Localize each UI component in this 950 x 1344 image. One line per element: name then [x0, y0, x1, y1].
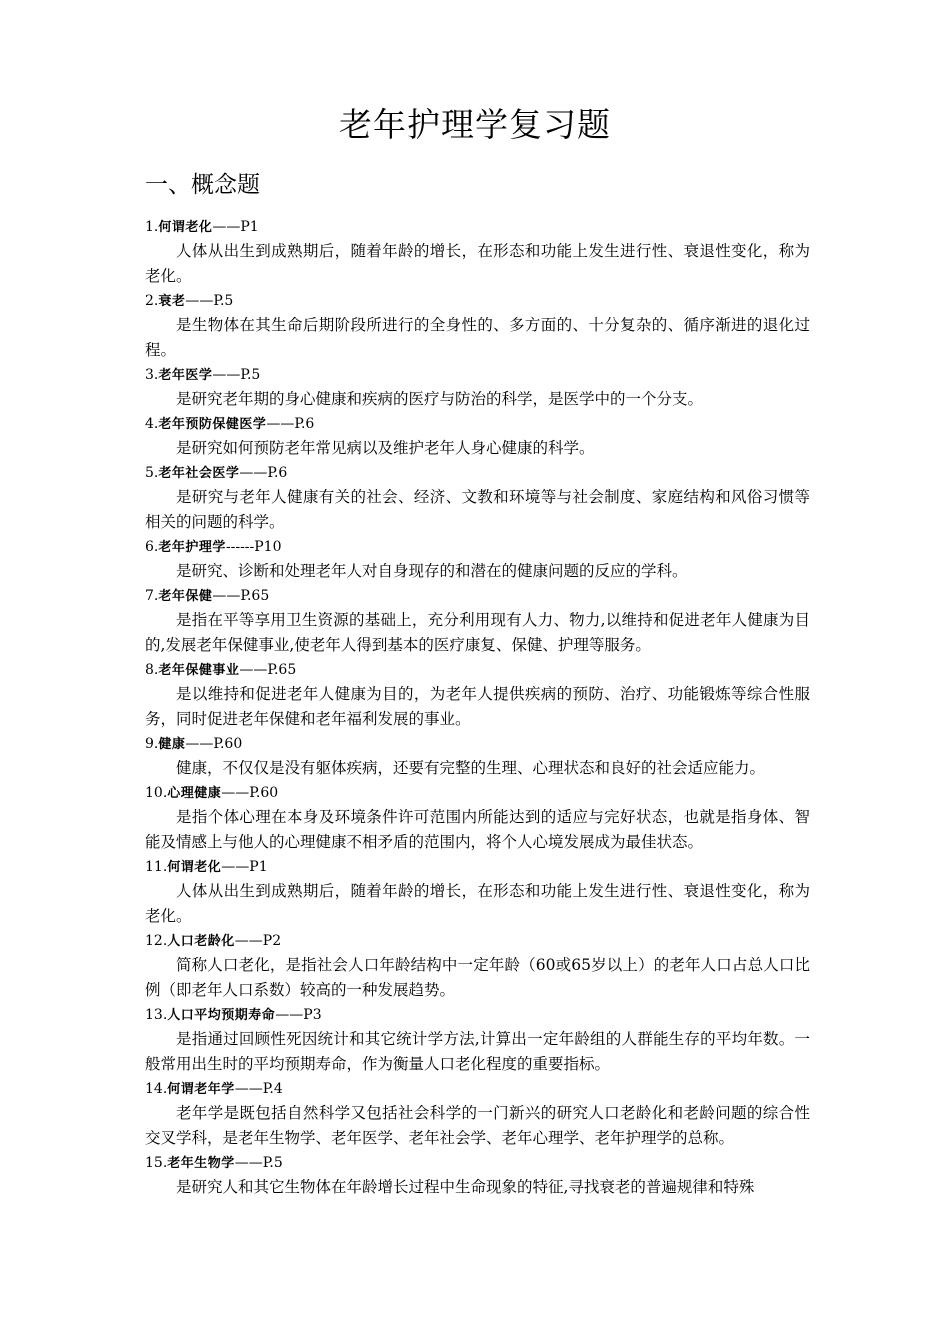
page-reference: ——P.6: [266, 416, 315, 432]
concept-entry: [145, 658, 810, 732]
concept-number: 2.: [145, 293, 159, 309]
concept-entry: [145, 363, 810, 412]
concept-heading: [145, 658, 810, 682]
concept-entry: [145, 1151, 810, 1200]
concept-number: 7.: [145, 588, 159, 604]
concept-term: 何谓老年学: [167, 1082, 235, 1097]
concept-heading: [145, 584, 810, 608]
concept-definition: 老年学是既包括自然科学又包括社会科学的一门新兴的研究人口老龄化和老龄问题的综合性交叉学科，是老年生物学、老年医学、老年社会学、老年心理学、老年护理学的总称。: [145, 1104, 810, 1147]
page-reference: ——P.6: [239, 465, 288, 481]
concept-heading: [145, 1003, 810, 1027]
page-reference: ------P10: [225, 539, 282, 555]
concept-number: 11.: [145, 859, 168, 875]
concept-definition: 是指在平等享用卫生资源的基础上，充分利用现有人力、物力,以维持和促进老年人健康为目的,发展老年保健事业,使老年人得到基本的医疗康复、保健、护理等服务。: [145, 611, 810, 654]
concept-heading: [145, 363, 810, 387]
document-title: 老年护理学复习题: [339, 105, 611, 144]
concept-number: 13.: [145, 1007, 168, 1023]
concept-entry: [145, 855, 810, 929]
concept-entry: [145, 289, 810, 363]
concept-entry: [145, 1003, 810, 1077]
concept-number: 5.: [145, 465, 159, 481]
concept-term: 健康: [158, 737, 186, 752]
concept-number: 3.: [145, 367, 159, 383]
concept-definition: 是研究如何预防老年常见病以及维护老年人身心健康的科学。: [176, 439, 595, 457]
concept-heading: [145, 1077, 810, 1101]
concept-heading: [145, 412, 810, 436]
concept-term: 老年保健: [158, 589, 213, 604]
concept-definition: 人体从出生到成熟期后，随着年龄的增长，在形态和功能上发生进行性、衰退性变化，称为老化。: [145, 882, 810, 925]
concept-entry: [145, 732, 810, 781]
concept-definition: 是研究、诊断和处理老年人对自身现存的和潜在的健康问题的反应的学科。: [176, 562, 688, 580]
concept-definition: 人体从出生到成熟期后，随着年龄的增长，在形态和功能上发生进行性、衰退性变化，称为老化。: [145, 242, 810, 285]
concept-number: 8.: [145, 662, 159, 678]
concept-definition: 是生物体在其生命后期阶段所进行的全身性的、多方面的、十分复杂的、循序渐进的退化过程。: [145, 316, 810, 359]
concept-term: 老年社会医学: [158, 466, 240, 481]
concept-heading: [145, 215, 810, 239]
concept-definition: 简称人口老化，是指社会人口年龄结构中一定年龄（60或65岁以上）的老年人口占总人口比例（即老年人口系数）较高的一种发展趋势。: [145, 956, 810, 999]
concept-term: 老年生物学: [167, 1156, 235, 1171]
concept-heading: [145, 781, 810, 805]
concept-heading: [145, 289, 810, 313]
concept-entry: [145, 535, 810, 584]
page-reference: ——P3: [275, 1007, 322, 1023]
page-reference: ——P1: [221, 859, 268, 875]
concept-term: 老年护理学: [158, 540, 226, 555]
concept-definition: 是指个体心理在本身及环境条件许可范围内所能达到的适应与完好状态，也就是指身体、智能及情感上与他人的心理健康不相矛盾的范围内，将个人心境发展成为最佳状态。: [145, 808, 810, 851]
concept-entry: [145, 461, 810, 535]
concept-number: 10.: [145, 785, 168, 801]
concept-heading: [145, 461, 810, 485]
concept-term: 老年医学: [158, 368, 213, 383]
page-reference: ——P.4: [234, 1081, 283, 1097]
concept-heading: [145, 1151, 810, 1175]
concept-heading: [145, 732, 810, 756]
page-reference: ——P.65: [212, 588, 270, 604]
concept-definition: 是研究老年期的身心健康和疾病的医疗与防治的科学，是医学中的一个分支。: [176, 390, 704, 408]
concept-number: 12.: [145, 933, 168, 949]
page-reference: ——P2: [234, 933, 282, 949]
concept-definition: 是研究人和其它生物体在年龄增长过程中生命现象的特征,寻找衰老的普遍规律和特殊: [176, 1178, 755, 1196]
concept-number: 14.: [145, 1081, 168, 1097]
concept-list: [145, 215, 810, 1200]
page-reference: ——P1: [212, 219, 259, 235]
concept-definition: 是研究与老年人健康有关的社会、经济、文教和环境等与社会制度、家庭结构和风俗习惯等相关的问题的科学。: [145, 488, 810, 531]
page-reference: ——P.5: [234, 1155, 283, 1171]
concept-entry: [145, 584, 810, 658]
concept-term: 心理健康: [167, 786, 222, 801]
concept-heading: [145, 929, 810, 953]
concept-term: 何谓老化: [158, 220, 213, 235]
concept-number: 1.: [145, 219, 159, 235]
concept-entry: [145, 781, 810, 855]
concept-term: 何谓老化: [167, 860, 222, 875]
concept-entry: [145, 215, 810, 289]
concept-entry: [145, 929, 810, 1003]
concept-heading: [145, 855, 810, 879]
concept-definition: 健康，不仅仅是没有躯体疾病，还要有完整的生理、心理状态和良好的社会适应能力。: [176, 759, 766, 777]
concept-definition: 是以维持和促进老年人健康为目的，为老年人提供疾病的预防、治疗、功能锻炼等综合性服务，同时促进老年保健和老年福利发展的事业。: [145, 685, 810, 728]
concept-number: 4.: [145, 416, 159, 432]
concept-term: 人口老龄化: [167, 934, 235, 949]
page-reference: ——P.5: [212, 367, 261, 383]
concept-definition: 是指通过回顾性死因统计和其它统计学方法,计算出一定年龄组的人群能生存的平均年数。一般常用出生时的平均预期寿命，作为衡量人口老化程度的重要指标。: [145, 1030, 810, 1073]
page-reference: ——P.60: [221, 785, 279, 801]
concept-number: 6.: [145, 539, 159, 555]
concept-entry: [145, 412, 810, 461]
concept-term: 人口平均预期寿命: [167, 1008, 276, 1023]
concept-term: 老年预防保健医学: [158, 417, 267, 432]
concept-entry: [145, 1077, 810, 1151]
page-reference: ——P.60: [185, 736, 243, 752]
concept-number: 15.: [145, 1155, 168, 1171]
page-reference: ——P.65: [239, 662, 297, 678]
section-heading: 一、概念题: [145, 172, 260, 198]
concept-heading: [145, 535, 810, 559]
concept-number: 9.: [145, 736, 159, 752]
concept-term: 老年保健事业: [158, 663, 240, 678]
page-reference: ——P.5: [185, 293, 234, 309]
concept-term: 衰老: [158, 294, 186, 309]
